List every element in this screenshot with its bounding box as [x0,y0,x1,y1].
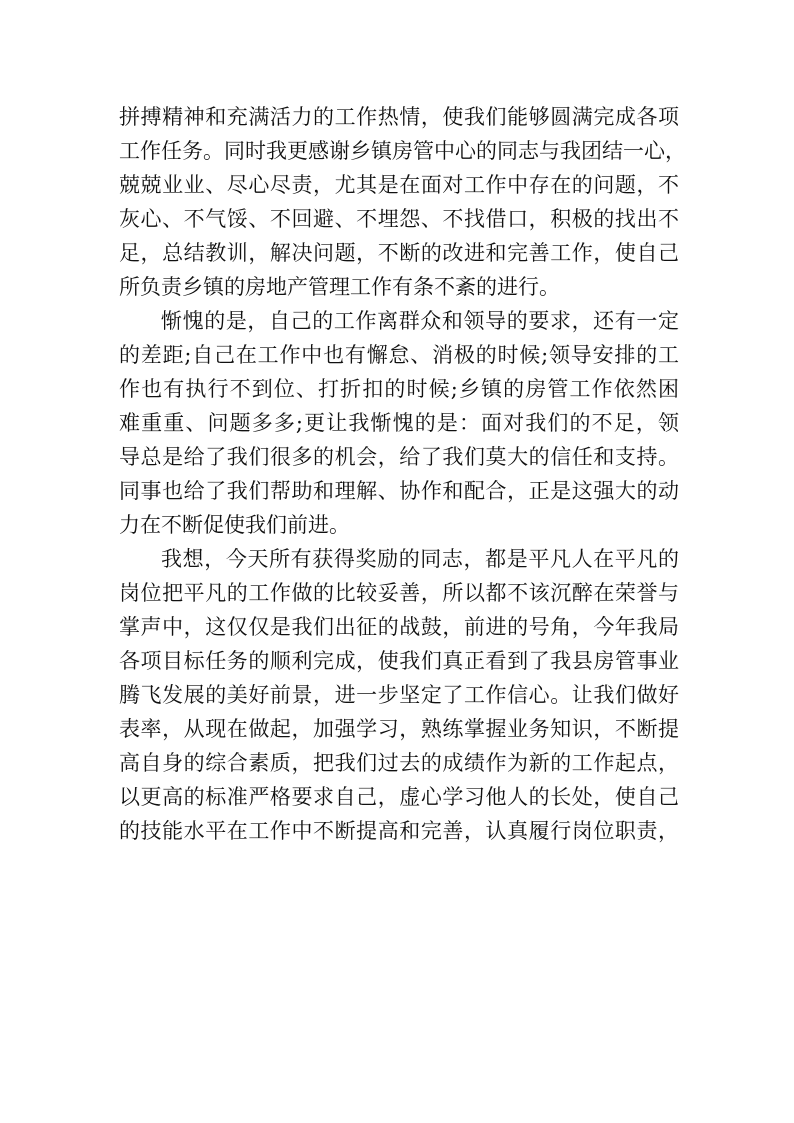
text-line: 力在不断促使我们前进。 [119,513,350,537]
text-line: 难重重、问题多多;更让我惭愧的是：面对我们的不足，领 [119,411,679,435]
text-line: 腾飞发展的美好前景，进一步坚定了工作信心。让我们做好 [119,683,679,707]
text-line: 以更高的标准严格要求自己，虚心学习他人的长处，使自己 [119,785,679,809]
paragraph-first-line: 惭愧的是，自己的工作离群众和领导的要求，还有一定 [161,309,679,333]
text-line: 岗位把平凡的工作做的比较妥善，所以都不该沉醉在荣誉与 [119,581,679,605]
text-line: 的差距;自己在工作中也有懈怠、消极的时候;领导安排的工 [119,343,679,367]
text-line: 灰心、不气馁、不回避、不埋怨、不找借口，积极的找出不 [119,207,679,231]
text-line: 工作任务。同时我更感谢乡镇房管中心的同志与我团结一心， [119,139,686,163]
text-line: 表率，从现在做起，加强学习，熟练掌握业务知识，不断提 [119,717,679,741]
text-line: 高自身的综合素质，把我们过去的成绩作为新的工作起点， [119,751,679,775]
text-line: 掌声中，这仅仅是我们出征的战鼓，前进的号角，今年我局 [119,615,679,639]
text-line: 拼搏精神和充满活力的工作热情，使我们能够圆满完成各项 [119,105,679,129]
paragraph-first-line: 我想，今天所有获得奖励的同志，都是平凡人在平凡的 [161,547,679,571]
document-body [119,100,686,848]
text-line: 兢兢业业、尽心尽责，尤其是在面对工作中存在的问题，不 [119,173,679,197]
text-line: 导总是给了我们很多的机会，给了我们莫大的信任和支持。 [119,445,679,469]
text-line: 的技能水平在工作中不断提高和完善，认真履行岗位职责， [119,819,679,843]
text-line: 作也有执行不到位、打折扣的时候;乡镇的房管工作依然困 [119,377,679,401]
text-line: 各项目标任务的顺利完成，使我们真正看到了我县房管事业 [119,649,679,673]
text-line: 所负责乡镇的房地产管理工作有条不紊的进行。 [119,275,560,299]
text-line: 同事也给了我们帮助和理解、协作和配合，正是这强大的动 [119,479,679,503]
text-line: 足，总结教训，解决问题，不断的改进和完善工作，使自己 [119,241,679,265]
